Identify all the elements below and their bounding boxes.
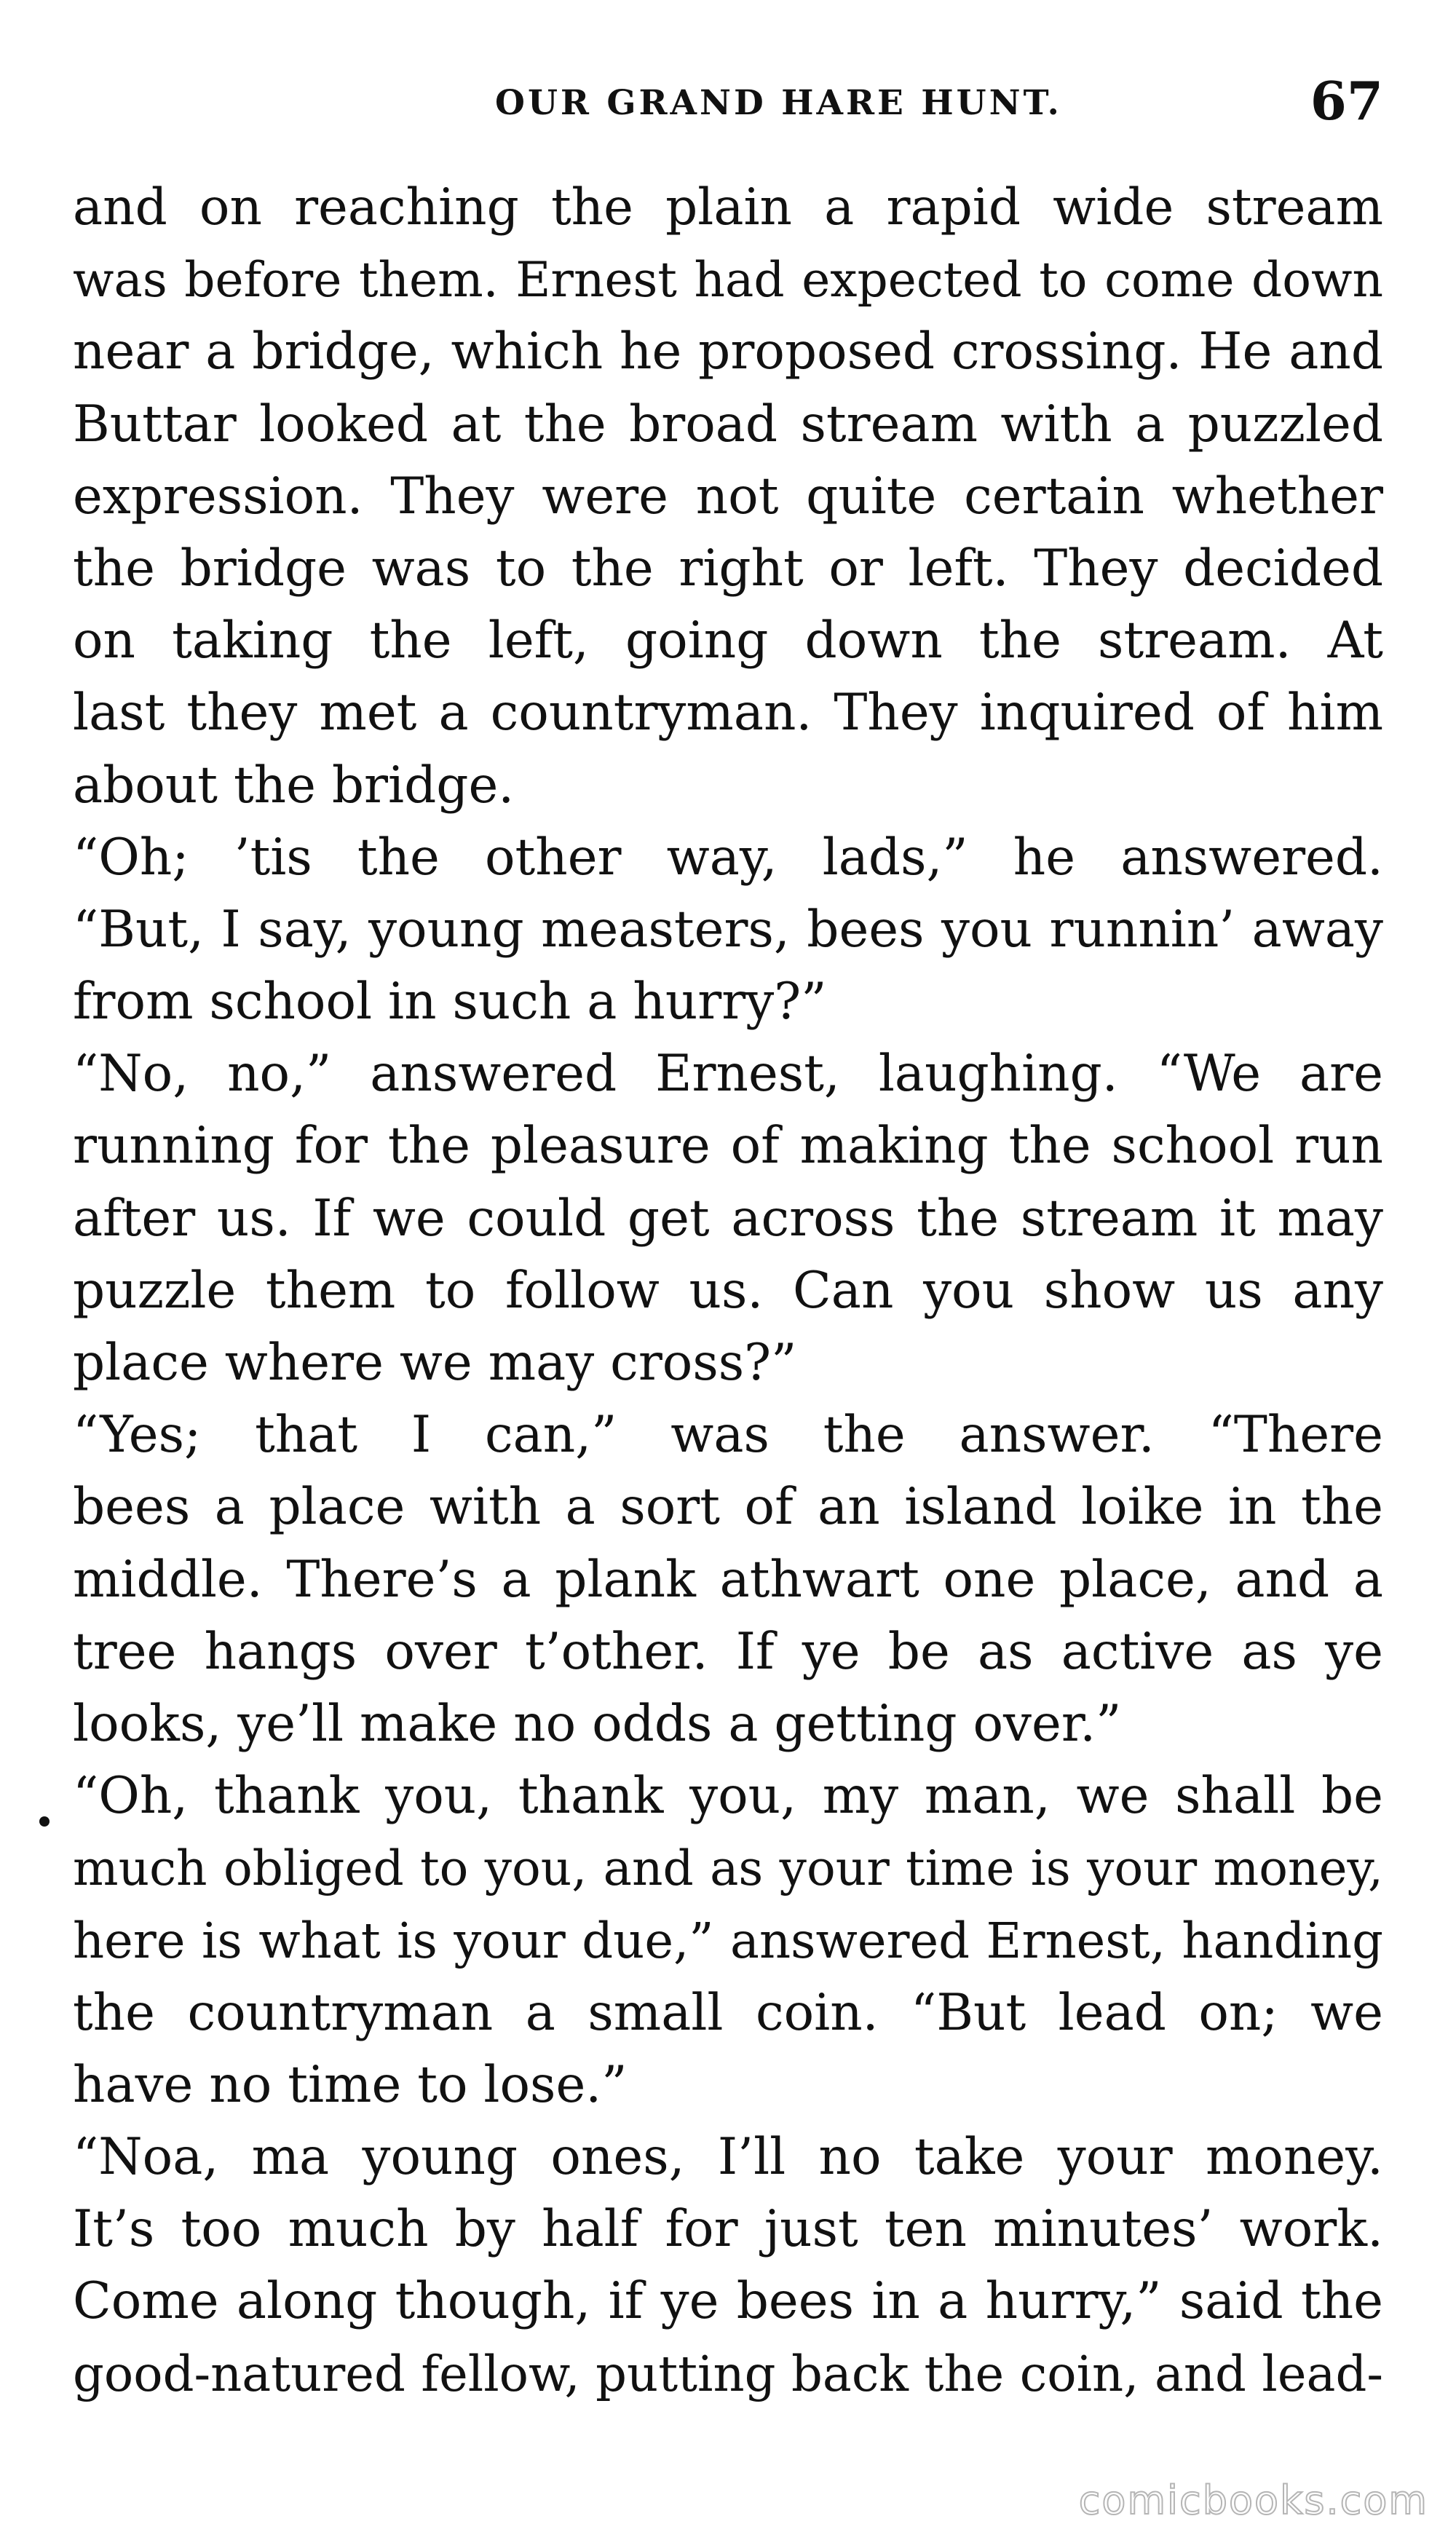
text-line: “Yes; that I can,” was the answer. “There: [73, 1406, 1383, 1465]
text-line: have no time to lose.”: [73, 2055, 628, 2114]
text-line: and on reaching the plain a rapid wide stream: [73, 178, 1383, 237]
text-line: looks, ye’ll make no odds a getting over.”: [73, 1694, 1122, 1753]
text-line: “Oh; ’tis the other way, lads,” he answered.: [73, 828, 1383, 887]
text-line: “Oh, thank you, thank you, my man, we shall be: [73, 1767, 1383, 1826]
text-line: It’s too much by half for just ten minutes’ work.: [73, 2200, 1383, 2259]
running-head: [73, 70, 1383, 135]
text-line: from school in such a hurry?”: [73, 973, 827, 1032]
text-line: Come along though, if ye bees in a hurry,” said the: [73, 2272, 1383, 2331]
text-line: puzzle them to follow us. Can you show us any: [73, 1261, 1383, 1320]
text-line: the countryman a small coin. “But lead on; we: [73, 1983, 1383, 2042]
watermark: comicbooks.com: [1078, 2477, 1428, 2523]
text-line: “No, no,” answered Ernest, laughing. “We are: [73, 1045, 1383, 1104]
text-line: “Noa, ma young ones, I’ll no take your money.: [73, 2128, 1383, 2187]
text-line: last they met a countryman. They inquired of him: [73, 684, 1383, 743]
text-line: bees a place with a sort of an island loike in the: [73, 1478, 1383, 1537]
text-line: running for the pleasure of making the school run: [73, 1117, 1383, 1176]
text-line: near a bridge, which he proposed crossing. He and: [73, 323, 1383, 381]
page-number: 67: [1310, 70, 1383, 132]
text-line: here is what is your due,” answered Ernest, handing: [73, 1912, 1383, 1969]
body-text: [73, 172, 1383, 2410]
text-line: on taking the left, going down the stream. At: [73, 612, 1383, 670]
text-line: middle. There’s a plank athwart one place, and a: [73, 1550, 1383, 1609]
text-line: tree hangs over t’other. If ye be as active as ye: [73, 1622, 1383, 1681]
running-title: OUR GRAND HARE HUNT.: [495, 83, 1062, 123]
text-line: place where we may cross?”: [73, 1334, 797, 1392]
text-line: the bridge was to the right or left. They decided: [73, 539, 1383, 598]
text-line: about the bridge.: [73, 756, 515, 815]
text-line: good-natured fellow, putting back the coin, and lead-: [73, 2345, 1383, 2402]
margin-dot: [39, 1816, 50, 1827]
text-line: was before them. Ernest had expected to come down: [73, 252, 1383, 309]
text-line: much obliged to you, and as your time is your money,: [73, 1840, 1383, 1897]
text-line: after us. If we could get across the stream it may: [73, 1189, 1383, 1248]
text-line: “But, I say, young measters, bees you runnin’ away: [73, 900, 1383, 959]
text-line: expression. They were not quite certain whether: [73, 467, 1383, 526]
text-line: Buttar looked at the broad stream with a puzzled: [73, 395, 1383, 454]
